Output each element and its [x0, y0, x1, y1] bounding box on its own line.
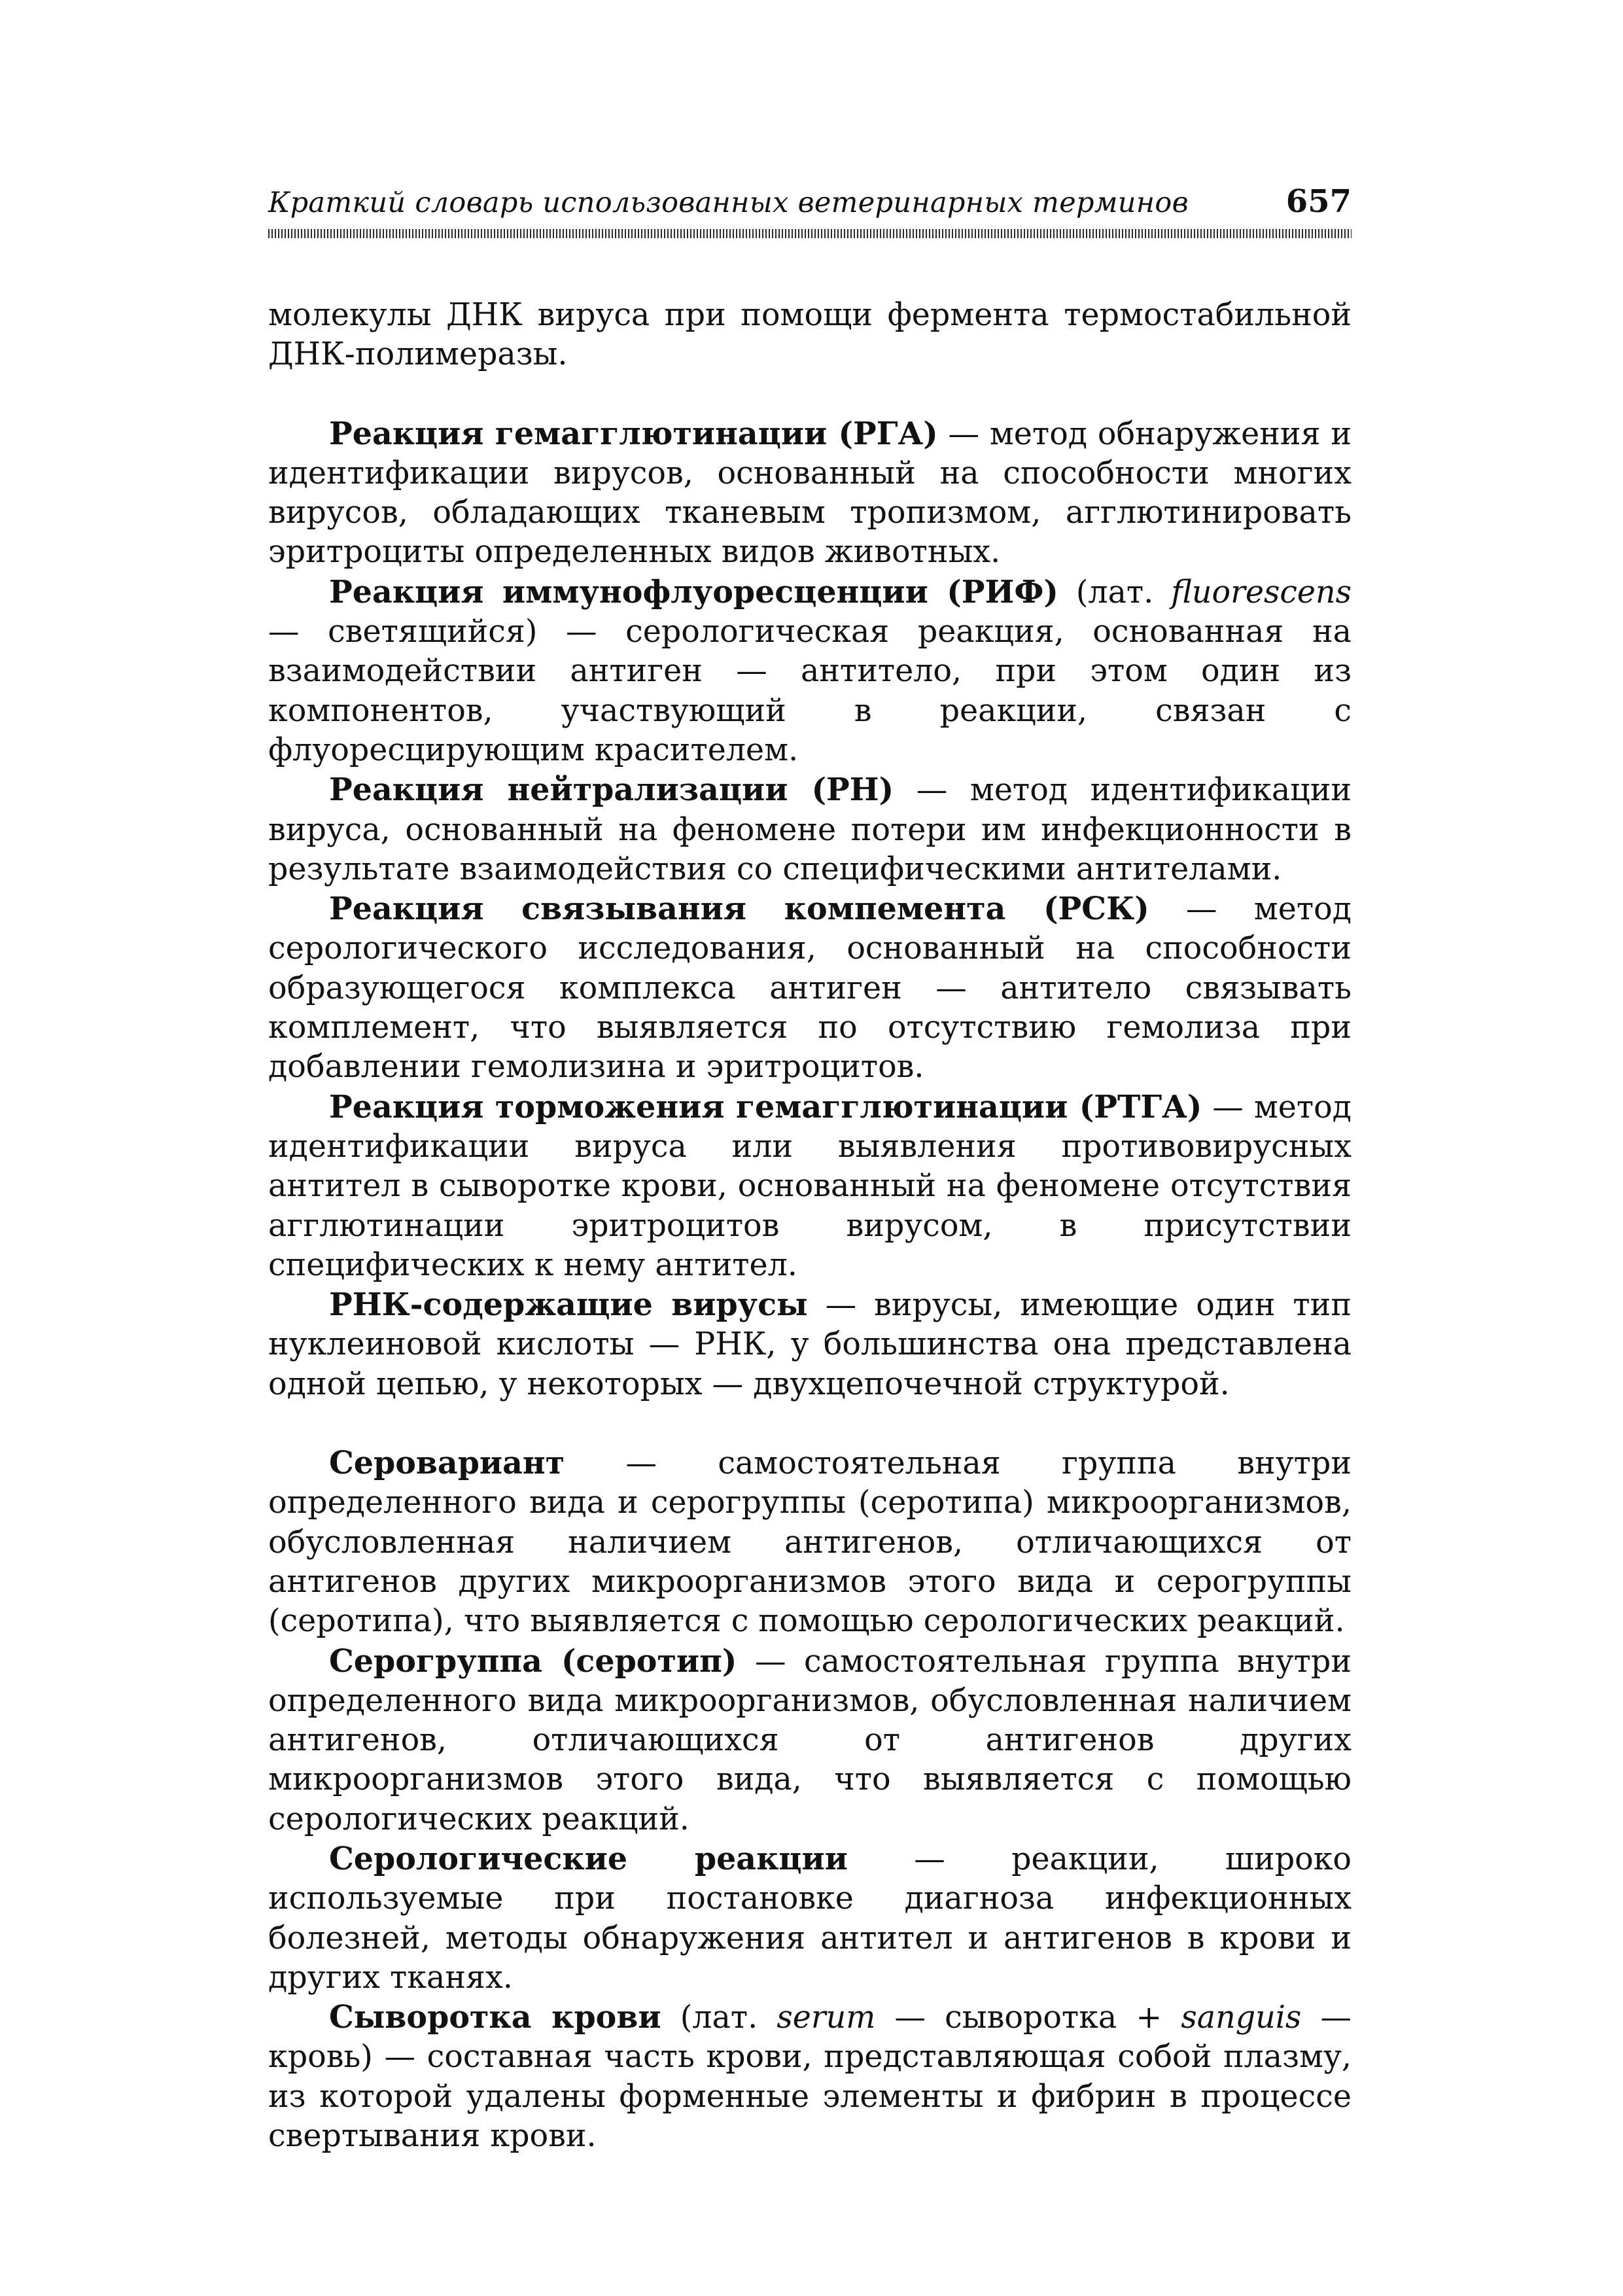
entry-rtga	[268, 1087, 1352, 1285]
entry-term: РНК-содержащие вирусы	[329, 1286, 808, 1324]
running-header	[268, 183, 1352, 220]
entry-definition: — реакции, широко используемые при постановке диагноза инфекционных болезней, методы обнаружения антител и антигенов в крови и других тканях.	[268, 1841, 1352, 1996]
entry-rif	[268, 573, 1352, 770]
entry-latin-word-2: sanguis	[1181, 2000, 1302, 2036]
entry-serovariant	[268, 1443, 1352, 1641]
entry-rn	[268, 770, 1352, 889]
entry-blood-serum	[268, 1998, 1352, 2156]
entry-definition: — метод идентификации вируса или выявления противовирусных антител в сыворотке крови, основанный на феномене отсутствия агглютинации эритроцитов вирусом, в присутствии специфических к нему антител.	[268, 1089, 1352, 1283]
entry-term: Реакция связывания компемента (РСК)	[329, 891, 1149, 928]
entry-definition: — кровь) — составная часть крови, представляющая собой плазму, из которой удалены форменные элементы и фибрин в процессе свертывания крови.	[268, 2000, 1352, 2155]
entry-rga	[268, 414, 1352, 573]
entry-definition: — метод идентификации вируса, основанный на феномене потери им инфекционности в результате взаимодействия со специфическими антителами.	[268, 772, 1352, 887]
entry-rna-viruses	[268, 1285, 1352, 1404]
entry-serogroup	[268, 1642, 1352, 1839]
entry-term: Реакция нейтрализации (РН)	[329, 771, 894, 809]
page-body	[268, 296, 1352, 2156]
entry-latin-middle: — сыворотка +	[875, 2000, 1181, 2036]
entry-term: Серогруппа (серотип)	[329, 1642, 737, 1680]
entry-definition: — метод серологического исследования, основанный на способности образующегося комплекса антиген — антитело связывать комплемент, что выявляется по отсутствию гемолиза при добавлении гемолизина и эритроцитов.	[268, 891, 1352, 1086]
entry-term: Реакция гемагглютинации (РГА)	[329, 415, 938, 452]
entry-term: Реакция торможения гемагглютинации (РТГА)	[329, 1088, 1202, 1125]
continuation-paragraph: молекулы ДНК вируса при помощи фермента термостабильной ДНК-полимеразы.	[268, 297, 1352, 373]
entry-latin-prefix: (лат.	[661, 2000, 777, 2036]
entry-term: Сыворотка крови	[329, 1999, 661, 2036]
entry-definition: — вирусы, имеющие один тип нуклеиновой кислоты — РНК, у большинства она представлена одной цепью, у некоторых — двухцепочечной структурой.	[268, 1287, 1352, 1402]
running-title: Краткий словарь использованных ветеринарных терминов	[268, 186, 1189, 219]
entry-serological-reactions	[268, 1839, 1352, 1998]
entry-rsk	[268, 889, 1352, 1087]
entry-definition: — самостоятельная группа внутри определенного вида микроорганизмов, обусловленная наличием антигенов, отличающихся от антигенов других микроорганизмов этого вида, что выявляется с помощью серологических реакций.	[268, 1643, 1352, 1837]
entry-latin-word: serum	[777, 2000, 876, 2036]
entry-term: Серологические реакции	[329, 1840, 848, 1877]
entry-latin-word: fluorescens	[1171, 574, 1352, 610]
page-number: 657	[1285, 183, 1352, 220]
entry-definition: — самостоятельная группа внутри определенного вида и серогруппы (серотипа) микроорганизмов, обусловленная наличием антигенов, отличающихся от антигенов других микроорганизмов этого вида и серогруппы (серотипа), что выявляется с помощью серологических реакций.	[268, 1445, 1352, 1640]
entry-term: Серовариант	[329, 1445, 565, 1482]
header-rule	[268, 229, 1352, 238]
entry-definition: — светящийся) — серологическая реакция, основанная на взаимодействии антиген — антитело, при этом один из компонентов, участвующий в реакции, связан с флуоресцирующим красителем.	[268, 614, 1352, 768]
entry-term: Реакция иммунофлуоресценции (РИФ)	[329, 573, 1058, 610]
entry-latin-prefix: (лат.	[1058, 574, 1172, 610]
entry-definition: — метод обнаружения и идентификации вирусов, основанный на способности многих вирусов, обладающих тканевым тропизмом, агглютинировать эритроциты определенных видов животных.	[268, 415, 1352, 571]
